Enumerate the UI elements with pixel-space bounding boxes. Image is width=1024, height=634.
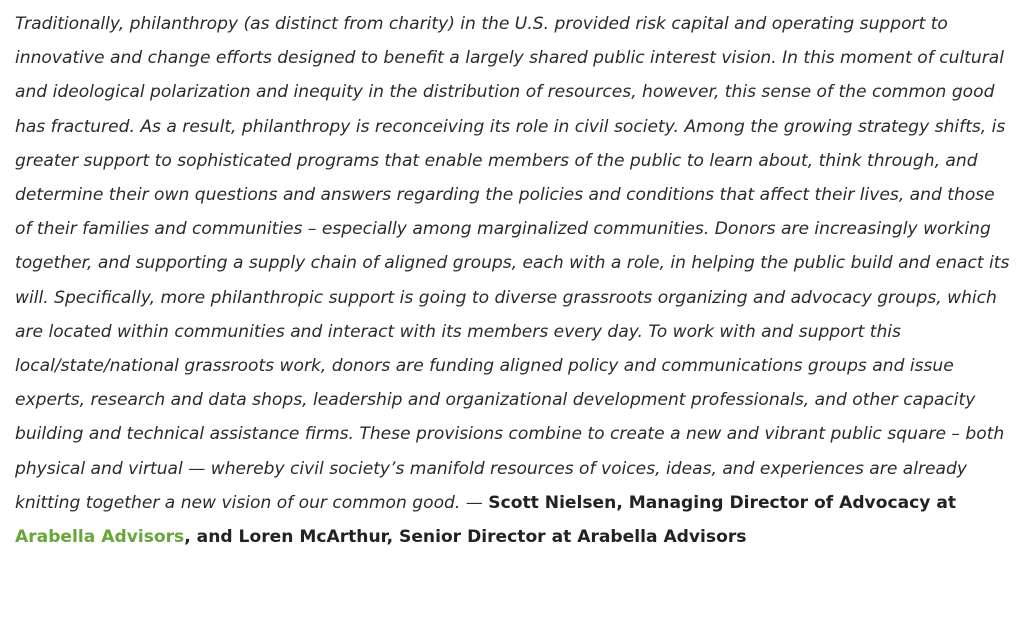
attribution-text-continued: , and Loren McArthur, Senior Director at Arabella Advisors [184, 527, 747, 548]
quote-text: Traditionally, philanthropy (as distinct from charity) in the U.S. provided risk capital and operating support to innovative and change efforts designed to benefit a largely shared public interest vision. In this moment of cultural and ideological polarization and inequity in the distribution of resources, however, this sense of the common good has fractured. As a result, philanthropy is reconceiving its role in civil society. Among the growing strategy shifts, is greater support to sophisticated programs that enable members of the public to learn about, think through, and determine their own questions and answers regarding the policies and conditions that affect their lives, and those of their families and communities – especially among marginalized communities. Donors are increasingly working together, and supporting a supply chain of aligned groups, each with a role, in helping the public build and enact its will. Specifically, more philanthropic support is going to diverse grassroots organizing and advocacy groups, which are located within communities and interact with its members every day. To work with and support this local/state/national grassroots work, donors are funding aligned policy and communications groups and issue experts, research and data shops, leadership and organizational development professionals, and other capacity building and technical assistance firms. These provisions combine to create a new and vibrant public square – both physical and virtual — whereby civil society’s manifold resources of voices, ideas, and experiences are already knitting together a new vision of our common good. — [15, 14, 1010, 513]
attribution-text: Scott Nielsen, Managing Director of Advocacy at [488, 492, 957, 513]
quote-block [15, 7, 1015, 554]
arabella-advisors-link[interactable]: Arabella Advisors [15, 527, 185, 548]
